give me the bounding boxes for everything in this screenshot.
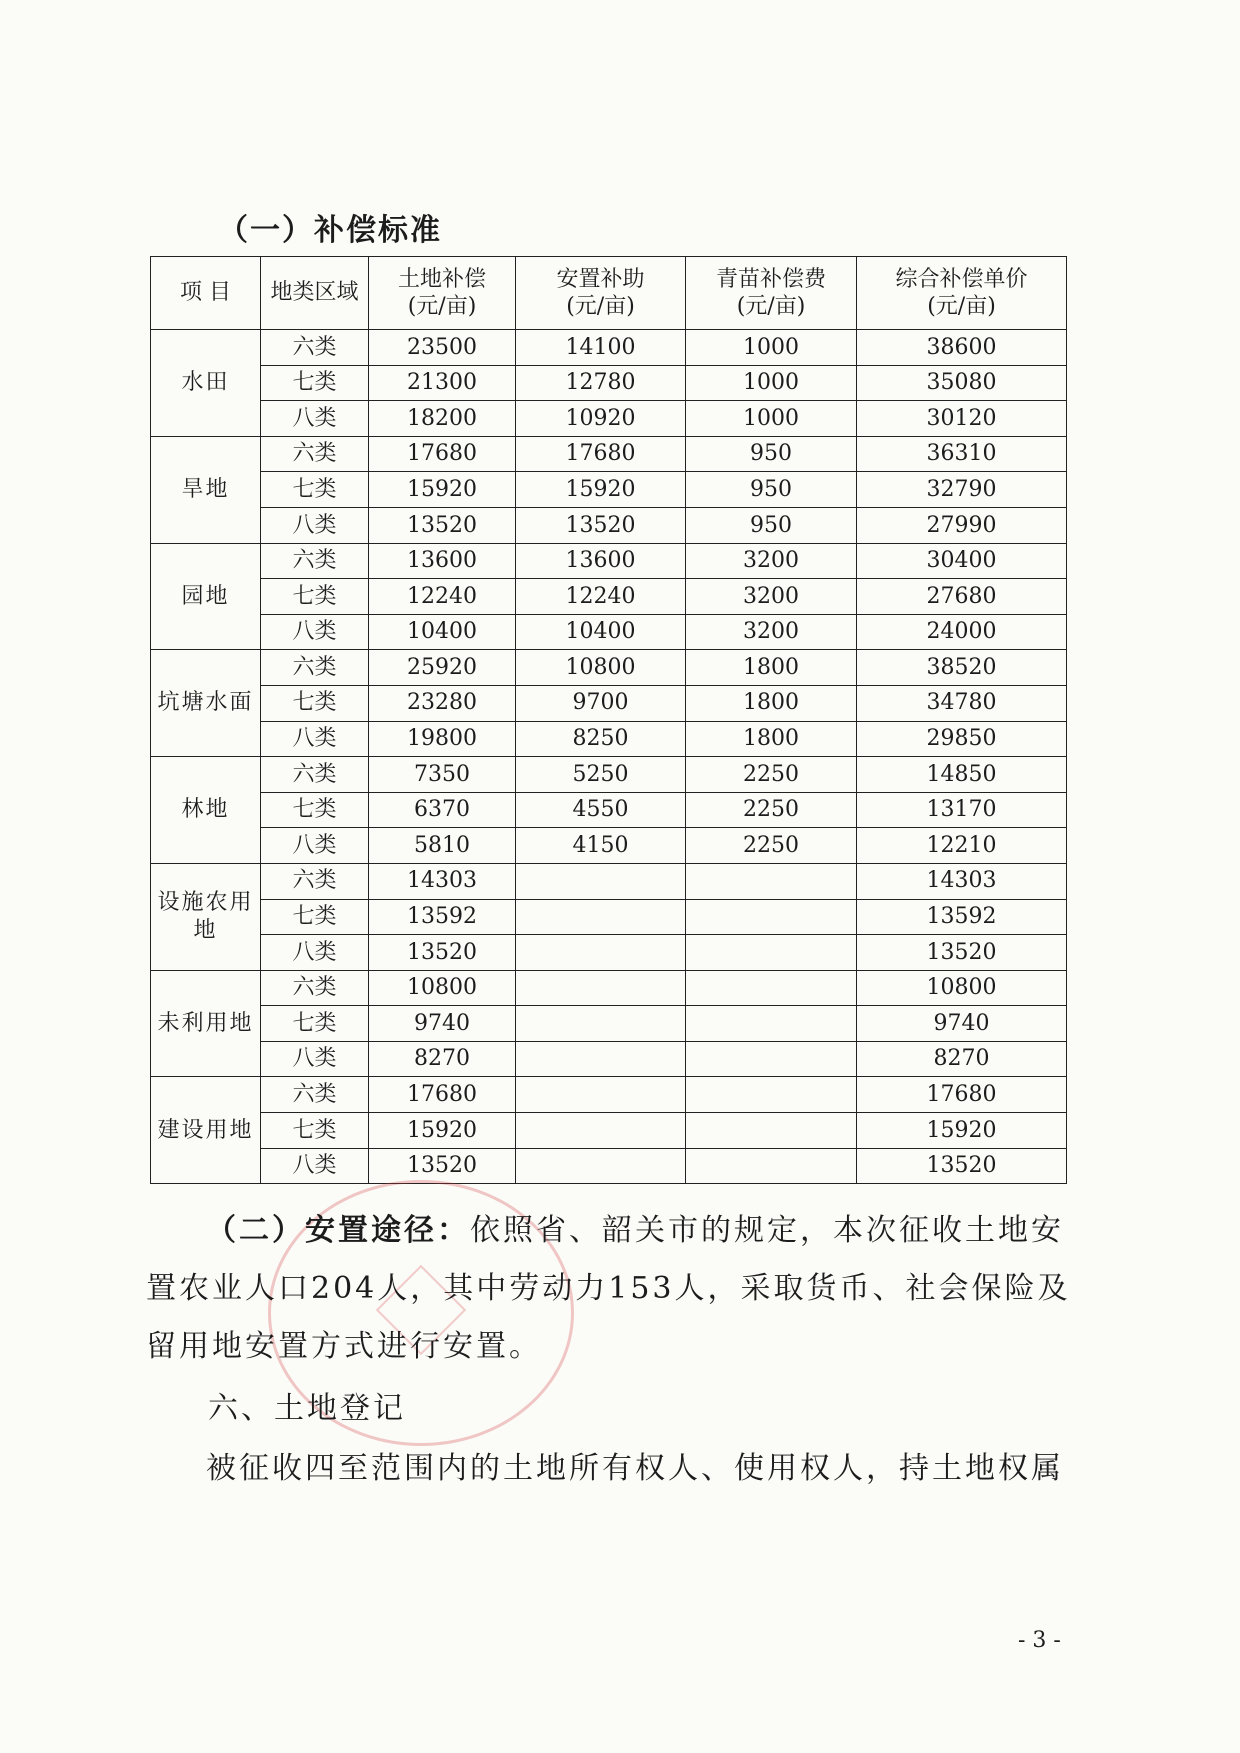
land-cell: 14303 — [369, 863, 516, 899]
land-cell: 8270 — [369, 1041, 516, 1077]
crop-cell — [686, 1148, 857, 1184]
land-cell: 10800 — [369, 970, 516, 1006]
resettle-cell: 9700 — [516, 685, 686, 721]
table-row — [151, 899, 1067, 935]
total-cell: 14303 — [857, 863, 1067, 899]
header-land: 土地补偿 (元/亩) — [369, 257, 516, 330]
table-row — [151, 330, 1067, 366]
resettle-cell — [516, 935, 686, 971]
land-cell: 7350 — [369, 757, 516, 793]
table-row — [151, 792, 1067, 828]
crop-cell — [686, 863, 857, 899]
zone-cell: 八类 — [261, 1148, 369, 1184]
land-cell: 13520 — [369, 935, 516, 971]
crop-cell: 1000 — [686, 401, 857, 437]
total-cell: 13520 — [857, 935, 1067, 971]
zone-cell: 八类 — [261, 935, 369, 971]
paragraph-land-registration: 被征收四至范围内的土地所有权人、使用权人，持土地权属 — [206, 1451, 1064, 1486]
zone-cell: 六类 — [261, 757, 369, 793]
zone-cell: 六类 — [261, 330, 369, 366]
resettle-cell: 4150 — [516, 828, 686, 864]
crop-cell: 1000 — [686, 365, 857, 401]
category-cell: 旱地 — [151, 436, 261, 543]
crop-cell: 950 — [686, 507, 857, 543]
crop-cell — [686, 1077, 857, 1113]
zone-cell: 七类 — [261, 1006, 369, 1042]
total-cell: 27680 — [857, 579, 1067, 615]
resettle-cell: 8250 — [516, 721, 686, 757]
zone-cell: 六类 — [261, 436, 369, 472]
table-row — [151, 685, 1067, 721]
crop-cell — [686, 970, 857, 1006]
total-cell: 9740 — [857, 1006, 1067, 1042]
total-cell: 13520 — [857, 1148, 1067, 1184]
resettle-cell: 12780 — [516, 365, 686, 401]
land-cell: 10400 — [369, 614, 516, 650]
table-row — [151, 472, 1067, 508]
table-row — [151, 935, 1067, 971]
crop-cell: 950 — [686, 472, 857, 508]
crop-cell — [686, 1113, 857, 1149]
total-cell: 30400 — [857, 543, 1067, 579]
zone-cell: 七类 — [261, 472, 369, 508]
crop-cell — [686, 899, 857, 935]
land-cell: 13600 — [369, 543, 516, 579]
resettle-cell: 5250 — [516, 757, 686, 793]
table-row — [151, 543, 1067, 579]
table-row — [151, 970, 1067, 1006]
table-row — [151, 721, 1067, 757]
resettle-cell — [516, 863, 686, 899]
table-header-row — [151, 257, 1067, 330]
resettle-cell: 13600 — [516, 543, 686, 579]
table-row — [151, 650, 1067, 686]
table-row — [151, 1041, 1067, 1077]
header-total: 综合补偿单价 (元/亩) — [857, 257, 1067, 330]
crop-cell: 2250 — [686, 828, 857, 864]
header-item: 项 目 — [151, 257, 261, 330]
resettle-cell: 15920 — [516, 472, 686, 508]
zone-cell: 七类 — [261, 792, 369, 828]
zone-cell: 八类 — [261, 401, 369, 437]
compensation-table — [150, 256, 1067, 1184]
category-cell: 水田 — [151, 330, 261, 437]
table-row — [151, 614, 1067, 650]
resettle-cell — [516, 899, 686, 935]
crop-cell — [686, 935, 857, 971]
land-cell: 6370 — [369, 792, 516, 828]
total-cell: 13592 — [857, 899, 1067, 935]
crop-cell — [686, 1006, 857, 1042]
header-crop: 青苗补偿费 (元/亩) — [686, 257, 857, 330]
total-cell: 36310 — [857, 436, 1067, 472]
resettlement-text: 依照省、韶关市的规定，本次征收土地安置农业人口204人，其中劳动力153人，采取货币、社会保险及留用地安置方式进行安置。 — [146, 1213, 1071, 1364]
zone-cell: 六类 — [261, 970, 369, 1006]
crop-cell: 3200 — [686, 579, 857, 615]
table-row — [151, 1077, 1067, 1113]
land-cell: 13520 — [369, 1148, 516, 1184]
total-cell: 27990 — [857, 507, 1067, 543]
land-cell: 18200 — [369, 401, 516, 437]
zone-cell: 八类 — [261, 828, 369, 864]
total-cell: 38520 — [857, 650, 1067, 686]
table-body — [151, 330, 1067, 1184]
total-cell: 32790 — [857, 472, 1067, 508]
zone-cell: 七类 — [261, 365, 369, 401]
zone-cell: 七类 — [261, 685, 369, 721]
land-cell: 13520 — [369, 507, 516, 543]
resettle-cell — [516, 1113, 686, 1149]
total-cell: 12210 — [857, 828, 1067, 864]
resettle-cell: 10400 — [516, 614, 686, 650]
category-cell: 坑塘水面 — [151, 650, 261, 757]
table-row — [151, 579, 1067, 615]
table-row — [151, 436, 1067, 472]
crop-cell: 950 — [686, 436, 857, 472]
land-cell: 23280 — [369, 685, 516, 721]
zone-cell: 八类 — [261, 721, 369, 757]
table-row — [151, 1006, 1067, 1042]
total-cell: 17680 — [857, 1077, 1067, 1113]
category-cell: 建设用地 — [151, 1077, 261, 1184]
total-cell: 14850 — [857, 757, 1067, 793]
header-zone: 地类区域 — [261, 257, 369, 330]
page-number: - 3 - — [1018, 1628, 1061, 1653]
total-cell: 38600 — [857, 330, 1067, 366]
resettle-cell — [516, 1006, 686, 1042]
land-cell: 13592 — [369, 899, 516, 935]
resettlement-label: （二）安置途径： — [206, 1213, 470, 1248]
table-row — [151, 828, 1067, 864]
crop-cell: 1800 — [686, 650, 857, 686]
total-cell: 29850 — [857, 721, 1067, 757]
zone-cell: 六类 — [261, 543, 369, 579]
crop-cell: 1000 — [686, 330, 857, 366]
total-cell: 35080 — [857, 365, 1067, 401]
land-cell: 12240 — [369, 579, 516, 615]
resettle-cell: 12240 — [516, 579, 686, 615]
zone-cell: 八类 — [261, 507, 369, 543]
resettle-cell: 13520 — [516, 507, 686, 543]
land-cell: 25920 — [369, 650, 516, 686]
zone-cell: 七类 — [261, 579, 369, 615]
crop-cell: 2250 — [686, 757, 857, 793]
table-row — [151, 1113, 1067, 1149]
resettle-cell — [516, 1077, 686, 1113]
resettle-cell — [516, 1041, 686, 1077]
resettle-cell: 4550 — [516, 792, 686, 828]
zone-cell: 八类 — [261, 614, 369, 650]
land-cell: 17680 — [369, 1077, 516, 1113]
crop-cell: 3200 — [686, 614, 857, 650]
crop-cell: 1800 — [686, 721, 857, 757]
resettle-cell: 10920 — [516, 401, 686, 437]
land-cell: 9740 — [369, 1006, 516, 1042]
total-cell: 30120 — [857, 401, 1067, 437]
table-row — [151, 1148, 1067, 1184]
zone-cell: 六类 — [261, 863, 369, 899]
resettle-cell: 14100 — [516, 330, 686, 366]
category-cell: 未利用地 — [151, 970, 261, 1077]
table-row — [151, 757, 1067, 793]
land-cell: 15920 — [369, 472, 516, 508]
category-cell: 设施农用地 — [151, 863, 261, 970]
resettle-cell: 17680 — [516, 436, 686, 472]
land-cell: 19800 — [369, 721, 516, 757]
total-cell: 34780 — [857, 685, 1067, 721]
total-cell: 8270 — [857, 1041, 1067, 1077]
total-cell: 15920 — [857, 1113, 1067, 1149]
zone-cell: 七类 — [261, 899, 369, 935]
total-cell: 24000 — [857, 614, 1067, 650]
resettle-cell — [516, 1148, 686, 1184]
paragraph-resettlement — [146, 1202, 1076, 1376]
table-row — [151, 507, 1067, 543]
crop-cell — [686, 1041, 857, 1077]
section-heading-compensation: （一）补偿标准 — [218, 213, 442, 248]
category-cell: 园地 — [151, 543, 261, 650]
table-row — [151, 401, 1067, 437]
land-cell: 21300 — [369, 365, 516, 401]
resettle-cell: 10800 — [516, 650, 686, 686]
land-cell: 5810 — [369, 828, 516, 864]
total-cell: 10800 — [857, 970, 1067, 1006]
zone-cell: 八类 — [261, 1041, 369, 1077]
land-cell: 23500 — [369, 330, 516, 366]
crop-cell: 3200 — [686, 543, 857, 579]
table-row — [151, 863, 1067, 899]
zone-cell: 七类 — [261, 1113, 369, 1149]
table-row — [151, 365, 1067, 401]
category-cell: 林地 — [151, 757, 261, 864]
zone-cell: 六类 — [261, 650, 369, 686]
zone-cell: 六类 — [261, 1077, 369, 1113]
resettle-cell — [516, 970, 686, 1006]
crop-cell: 2250 — [686, 792, 857, 828]
land-cell: 17680 — [369, 436, 516, 472]
land-cell: 15920 — [369, 1113, 516, 1149]
crop-cell: 1800 — [686, 685, 857, 721]
header-resettle: 安置补助 (元/亩) — [516, 257, 686, 330]
total-cell: 13170 — [857, 792, 1067, 828]
section-heading-land-registration: 六、土地登记 — [208, 1391, 406, 1426]
